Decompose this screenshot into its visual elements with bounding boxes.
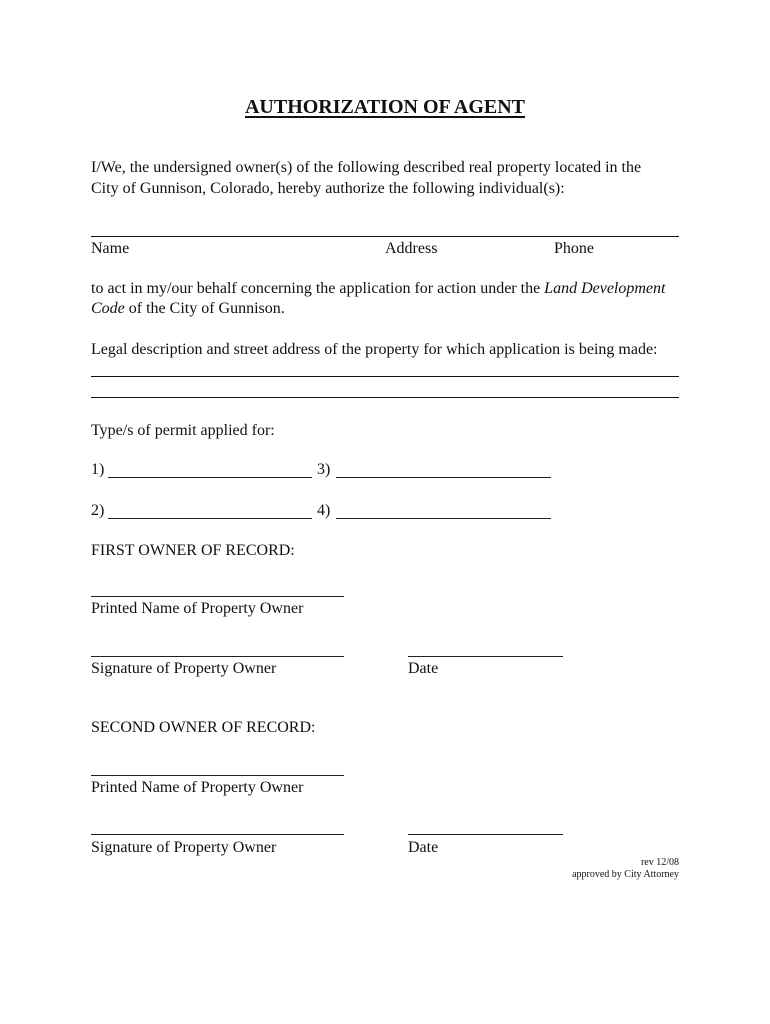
permit-2-line — [108, 518, 312, 519]
agent-name-label: Name — [91, 240, 130, 257]
first-owner-signature-label: Signature of Property Owner — [91, 660, 277, 677]
first-owner-signature-line — [91, 656, 344, 657]
legal-description-field-2[interactable] — [91, 378, 679, 396]
first-owner-heading: FIRST OWNER OF RECORD: — [91, 542, 295, 559]
second-owner-printed-name-line — [91, 775, 344, 776]
second-owner-printed-name-label: Printed Name of Property Owner — [91, 779, 304, 796]
page-title: AUTHORIZATION OF AGENT — [244, 96, 526, 118]
permit-2-number: 2) — [91, 502, 105, 519]
behalf-code-text: Code — [91, 300, 125, 317]
permit-4-line — [336, 518, 551, 519]
permit-3-line — [336, 477, 551, 478]
behalf-line-2 — [91, 299, 285, 319]
permit-1-line — [108, 477, 312, 478]
second-owner-signature-field[interactable] — [91, 815, 344, 833]
permit-2-field[interactable] — [108, 499, 312, 517]
second-owner-heading: SECOND OWNER OF RECORD: — [91, 719, 316, 736]
permit-4-field[interactable] — [336, 499, 551, 517]
second-owner-date-label: Date — [408, 839, 439, 856]
behalf-line-1 — [91, 279, 665, 299]
behalf-italic-text: Land Development — [544, 280, 666, 297]
second-owner-signature-line — [91, 834, 344, 835]
behalf-text: to act in my/our behalf concerning the application for action under the — [91, 280, 545, 297]
approval-note: approved by City Attorney — [572, 869, 679, 880]
permits-label: Type/s of permit applied for: — [91, 422, 275, 439]
agent-info-line — [91, 236, 679, 237]
permit-1-field[interactable] — [108, 458, 312, 476]
agent-address-label: Address — [385, 240, 438, 257]
legal-description-line-2 — [91, 397, 679, 398]
agent-info-field[interactable] — [91, 216, 679, 234]
second-owner-signature-label: Signature of Property Owner — [91, 839, 277, 856]
first-owner-date-field[interactable] — [408, 637, 563, 655]
permit-3-number: 3) — [317, 461, 331, 478]
intro-line-2: City of Gunnison, Colorado, hereby authorize the following individual(s): — [91, 180, 565, 197]
second-owner-date-field[interactable] — [408, 815, 563, 833]
first-owner-printed-name-line — [91, 596, 344, 597]
permit-1-number: 1) — [91, 461, 105, 478]
legal-description-label: Legal description and street address of the property for which application is being made: — [91, 341, 658, 358]
first-owner-signature-field[interactable] — [91, 637, 344, 655]
first-owner-printed-name-field[interactable] — [91, 577, 344, 595]
behalf-city-text: of the City of Gunnison. — [124, 300, 285, 317]
second-owner-printed-name-field[interactable] — [91, 756, 344, 774]
agent-phone-label: Phone — [554, 240, 594, 257]
legal-description-line-1 — [91, 376, 679, 377]
legal-description-field-1[interactable] — [91, 357, 679, 375]
second-owner-date-line — [408, 834, 563, 835]
first-owner-date-label: Date — [408, 660, 439, 677]
permit-3-field[interactable] — [336, 458, 551, 476]
first-owner-date-line — [408, 656, 563, 657]
permit-4-number: 4) — [317, 502, 331, 519]
first-owner-printed-name-label: Printed Name of Property Owner — [91, 600, 304, 617]
revision-note: rev 12/08 — [640, 857, 679, 868]
intro-line-1: I/We, the undersigned owner(s) of the following described real property located in the — [91, 159, 642, 176]
